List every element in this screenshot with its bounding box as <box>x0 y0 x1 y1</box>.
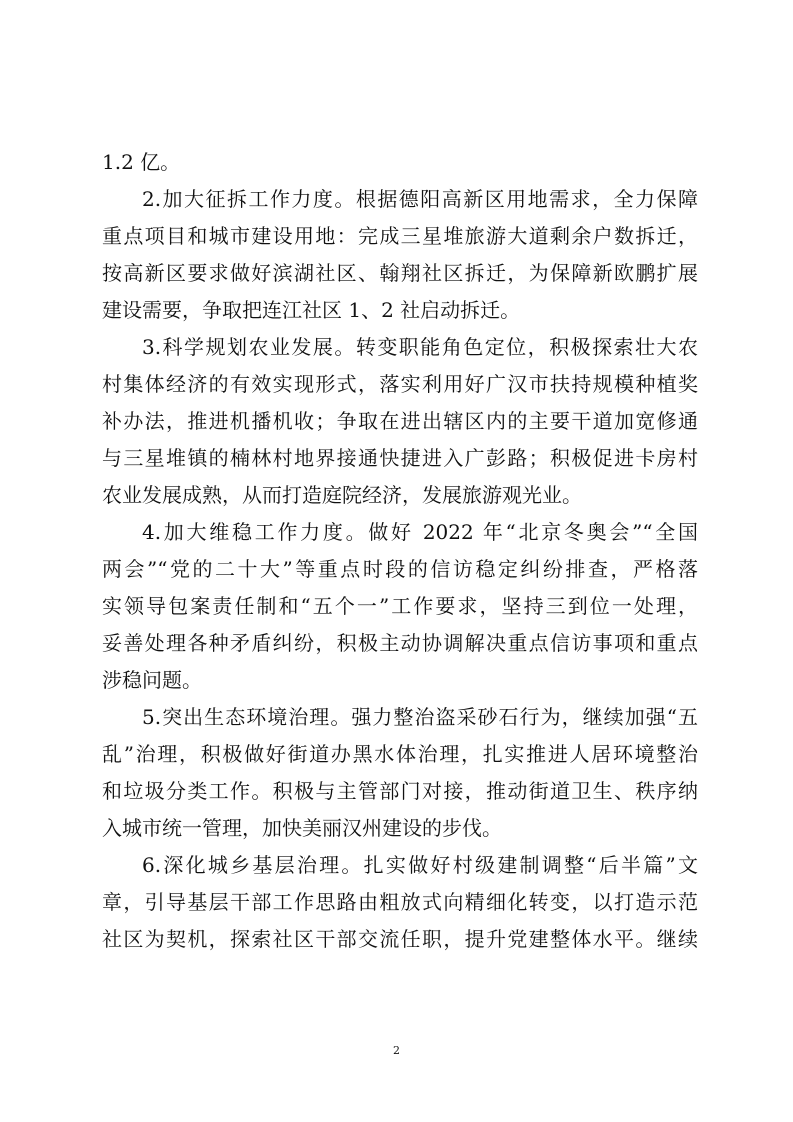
paragraph-item-4-stability <box>102 514 698 699</box>
text-line: 乱”治理，积极做好街道办黑水体治理，扎实推进人居环境整治 <box>102 742 698 766</box>
text-line: 村集体经济的有效实现形式，落实利用好广汉市扶持规模种植奖 <box>102 372 698 396</box>
text-line: 妥善处理各种矛盾纠纷，积极主动协调解决重点信访事项和重点 <box>102 631 698 655</box>
text-line: 按高新区要求做好滨湖社区、翰翔社区拆迁，为保障新欧鹏扩展 <box>102 261 698 285</box>
text-line: 3.科学规划农业发展。转变职能角色定位，积极探索壮大农 <box>142 335 698 359</box>
paragraph-item-5-environment <box>102 699 698 847</box>
text-line: 补办法，推进机播机收；争取在进出辖区内的主要干道加宽修通 <box>102 409 698 433</box>
text-line: 1.2 亿。 <box>102 150 181 174</box>
text-line: 两会”“党的二十大”等重点时段的信访稳定纠纷排查，严格落 <box>102 557 698 581</box>
text-line: 和垃圾分类工作。积极与主管部门对接，推动街道卫生、秩序纳 <box>102 779 698 803</box>
text-line: 涉稳问题。 <box>102 668 202 692</box>
page-number: 2 <box>393 1044 400 1057</box>
text-line: 6.深化城乡基层治理。扎实做好村级建制调整“后半篇”文 <box>142 853 698 877</box>
text-line: 实领导包案责任制和“五个一”工作要求，坚持三到位一处理， <box>102 594 698 618</box>
text-line: 4.加大维稳工作力度。做好 2022 年“北京冬奥会”“全国 <box>142 520 698 544</box>
text-line: 农业发展成熟，从而打造庭院经济，发展旅游观光业。 <box>102 483 582 507</box>
text-line: 建设需要，争取把连江社区 1、2 社启动拆迁。 <box>102 298 521 322</box>
paragraph-item-6-governance <box>102 847 698 958</box>
paragraph-item-3-agriculture <box>102 329 698 514</box>
text-line: 章，引导基层干部工作思路由粗放式向精细化转变，以打造示范 <box>102 890 698 914</box>
text-line: 重点项目和城市建设用地：完成三星堆旅游大道剩余户数拆迁， <box>102 224 698 248</box>
text-line: 2.加大征拆工作力度。根据德阳高新区用地需求，全力保障 <box>142 187 698 211</box>
text-line: 社区为契机，探索社区干部交流任职，提升党建整体水平。继续 <box>102 927 698 951</box>
paragraph-item-2-demolition <box>102 181 698 329</box>
text-line: 与三星堆镇的楠林村地界接通快捷进入广彭路；积极促进卡房村 <box>102 446 698 470</box>
document-body <box>102 144 698 958</box>
text-line: 入城市统一管理，加快美丽汉州建设的步伐。 <box>102 816 502 840</box>
text-line: 5.突出生态环境治理。强力整治盗采砂石行为，继续加强“五 <box>142 705 698 729</box>
paragraph-continuation <box>102 144 698 181</box>
